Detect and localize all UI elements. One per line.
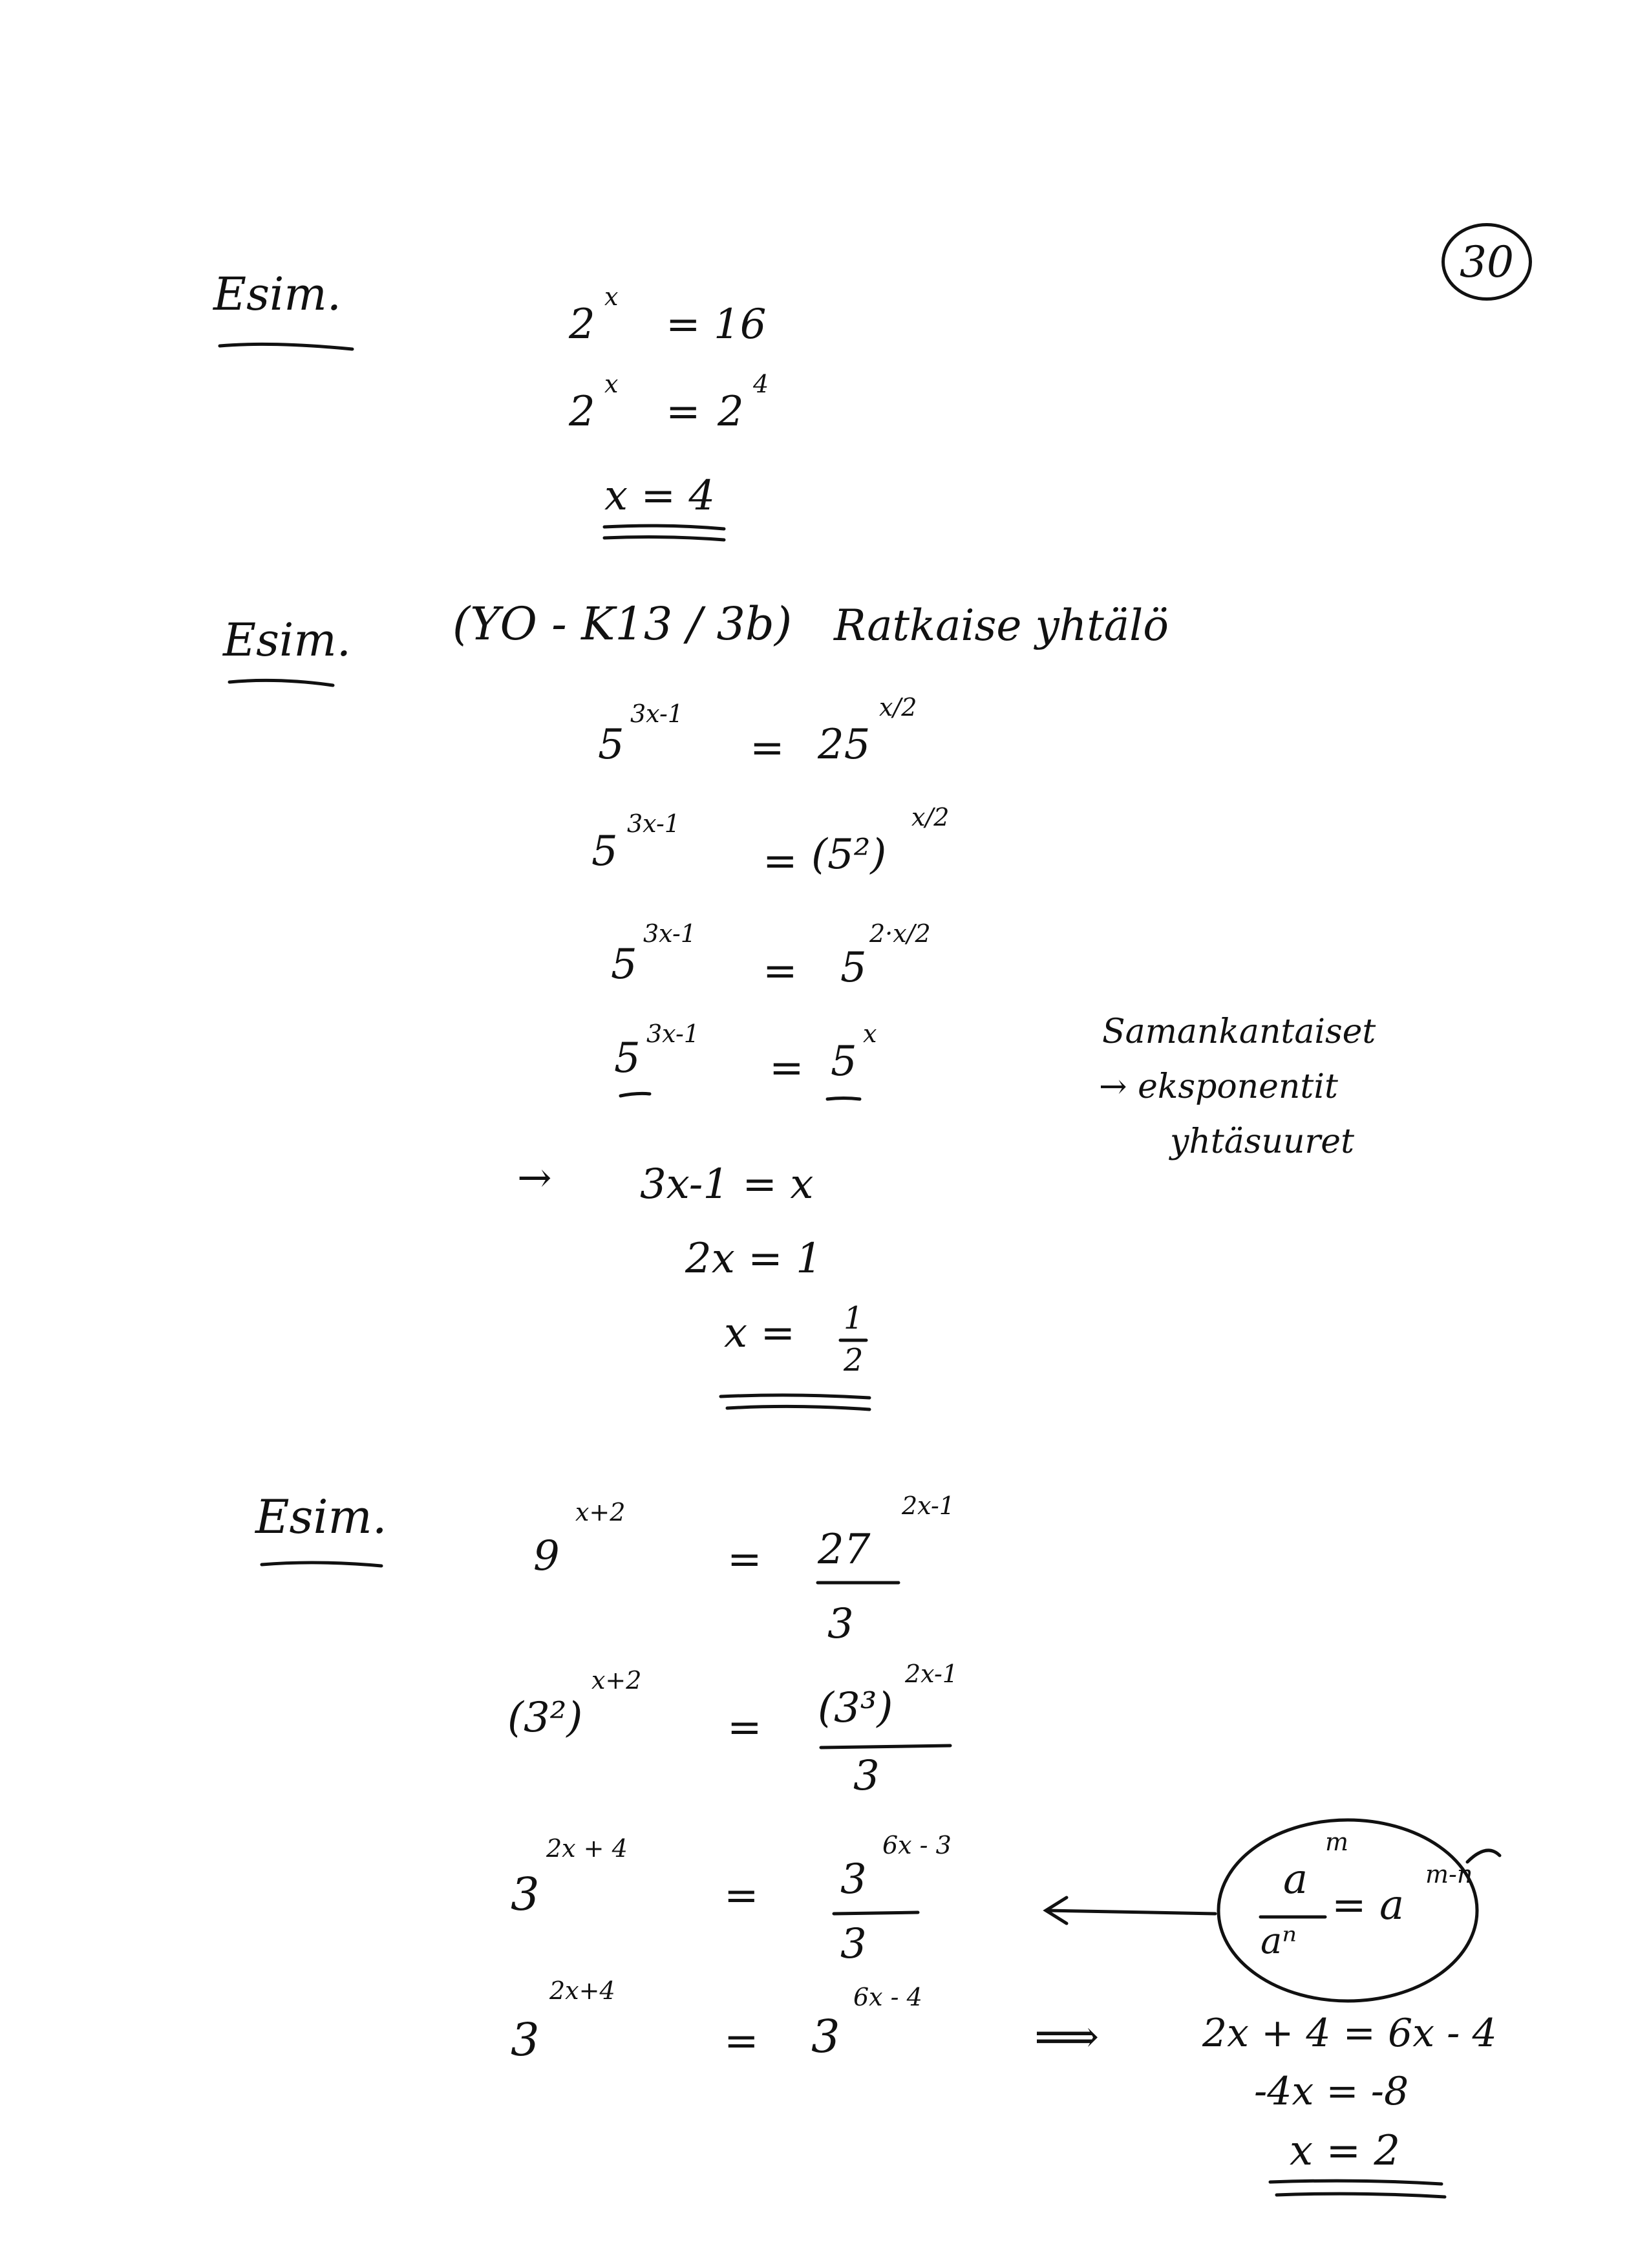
rule-num: a xyxy=(1283,1856,1308,1903)
ex2-l3-base: 5 xyxy=(611,941,637,989)
ex3-label-underline xyxy=(262,1563,381,1566)
example1-label: Esim. xyxy=(213,268,342,321)
ex2-l3-exp: 3x-1 xyxy=(643,919,696,948)
ex1-l2-base: 2 xyxy=(569,388,595,436)
ex2-l2-exp: 3x-1 xyxy=(627,809,680,838)
ex2-l6: 2x = 1 xyxy=(685,1235,822,1283)
ex3-l3-fraction-bar xyxy=(834,1912,918,1914)
ex2-label-underline xyxy=(229,680,333,685)
ex2-l3-rhs-base: 5 xyxy=(840,944,867,992)
ex2-arrow-icon: → xyxy=(517,1154,552,1202)
ex3-l4-exp: 2x+4 xyxy=(549,1976,615,2005)
rule-rhs-exp: m-n xyxy=(1425,1860,1473,1888)
ex3-l4-rhs-base: 3 xyxy=(811,2010,840,2063)
ex3-l1-num: 27 xyxy=(818,1526,871,1574)
ex2-l1-rhs-exp: x/2 xyxy=(879,693,917,722)
ex1-answer-underline-2 xyxy=(604,537,724,540)
ex3-l1-exp: x+2 xyxy=(575,1498,626,1526)
ex2-note-line2: → eksponentit xyxy=(1099,1067,1338,1106)
ex3-l2-num-exp: 2x-1 xyxy=(905,1660,958,1688)
ex1-l1-base: 2 xyxy=(569,301,595,348)
ex3-l4-rhs-exp: 6x - 4 xyxy=(853,1983,922,2011)
ex3-l1-num-exp: 2x-1 xyxy=(902,1492,955,1520)
ex3-l3-num: 3 xyxy=(840,1856,867,1903)
rule-num-exp: m xyxy=(1325,1828,1349,1856)
ex2-note-line3: yhtäsuuret xyxy=(1170,1122,1354,1161)
example3-label: Esim. xyxy=(255,1490,387,1544)
ex3-answer-underline-2 xyxy=(1277,2194,1445,2197)
ex2-l7-lhs: x = xyxy=(724,1309,796,1357)
ex2-l1-eq: = xyxy=(750,724,785,772)
ex2-l7-den: 2 xyxy=(844,1342,864,1378)
ex2-l1-rhs-base: 25 xyxy=(818,721,871,769)
ex3-l2-fraction-bar xyxy=(821,1746,950,1748)
ex3-s3: x = 2 xyxy=(1290,2127,1401,2175)
ex1-l1-rhs: = 16 xyxy=(666,301,767,348)
ex2-l1-base: 5 xyxy=(598,721,624,769)
ex2-answer-underline-1 xyxy=(721,1395,869,1398)
ex1-l2-exp: x xyxy=(604,370,619,398)
page-number-text: 30 xyxy=(1460,237,1514,287)
ex3-l4-eq: = xyxy=(724,2017,759,2065)
ex3-l3-exp: 2x + 4 xyxy=(546,1834,628,1863)
ex3-l2-num: (3³) xyxy=(818,1684,893,1732)
ex1-l2-rhs-exp: 4 xyxy=(753,370,769,398)
ex3-l1-den: 3 xyxy=(827,1600,854,1648)
ex1-l2-eq: = xyxy=(666,388,701,436)
ex1-answer: x = 4 xyxy=(604,472,716,520)
ex2-l2-rhs-exp: x/2 xyxy=(911,803,950,831)
ex2-l3-rhs-exp: 2·x/2 xyxy=(869,919,931,948)
ex3-l2-exp: x+2 xyxy=(591,1666,642,1695)
ex2-l7-num: 1 xyxy=(844,1300,864,1336)
ex1-l1-exp: x xyxy=(604,283,619,311)
ex3-answer-underline-1 xyxy=(1270,2181,1442,2184)
ex2-l4-eq: = xyxy=(769,1044,804,1092)
ex2-l3-eq: = xyxy=(763,947,798,995)
ex2-l2-eq: = xyxy=(763,837,798,885)
ex2-l2-rhs: (5²) xyxy=(811,831,887,879)
ex1-answer-underline-1 xyxy=(604,526,724,529)
ex2-l2-base: 5 xyxy=(591,828,618,875)
ex1-l2-rhs-base: 2 xyxy=(718,388,744,436)
ex3-s1: 2x + 4 = 6x - 4 xyxy=(1202,2011,1497,2056)
ex2-answer-underline-2 xyxy=(727,1406,869,1409)
rule-den: aⁿ xyxy=(1261,1920,1297,1962)
ex3-l3-base: 3 xyxy=(511,1868,540,1921)
ex2-l4-base: 5 xyxy=(614,1034,641,1082)
ex2-task: Ratkaise yhtälö xyxy=(834,601,1169,650)
ex3-l3-den: 3 xyxy=(840,1920,867,1968)
ex2-l4-rhs-base: 5 xyxy=(831,1038,857,1086)
ex3-l2-base: (3²) xyxy=(507,1694,583,1742)
ex1-label-underline xyxy=(220,344,352,349)
rule-arrow-head xyxy=(1046,1898,1067,1923)
page-number xyxy=(1442,223,1532,301)
ex2-l4-exp: 3x-1 xyxy=(646,1020,699,1048)
implies-icon: ⟹ xyxy=(1034,2010,1100,2063)
rule-rhs: = a xyxy=(1332,1881,1405,1929)
ex2-l1-exp: 3x-1 xyxy=(630,700,683,728)
ex3-l2-eq: = xyxy=(727,1704,762,1751)
ex2-l4-rhs-exp: x xyxy=(863,1020,877,1048)
ex3-l4-base: 3 xyxy=(511,2013,540,2066)
ex2-note-line1: Samankantaiset xyxy=(1102,1012,1376,1051)
ex3-l1-base: 9 xyxy=(533,1532,560,1580)
ex3-l2-den: 3 xyxy=(853,1752,880,1800)
ex2-source: (YO - K13 / 3b) xyxy=(452,597,793,650)
ex3-l3-eq: = xyxy=(724,1872,759,1920)
ex2-l4-base-underline xyxy=(621,1093,650,1096)
rule-arrow-line xyxy=(1047,1910,1215,1914)
ex2-l5: 3x-1 = x xyxy=(640,1161,814,1208)
ex3-l1-eq: = xyxy=(727,1535,762,1583)
ex3-s2: -4x = -8 xyxy=(1254,2069,1409,2114)
example2-label: Esim. xyxy=(223,614,352,667)
ex3-l3-num-exp: 6x - 3 xyxy=(882,1831,952,1859)
ex2-l4-rhs-underline xyxy=(827,1098,860,1100)
